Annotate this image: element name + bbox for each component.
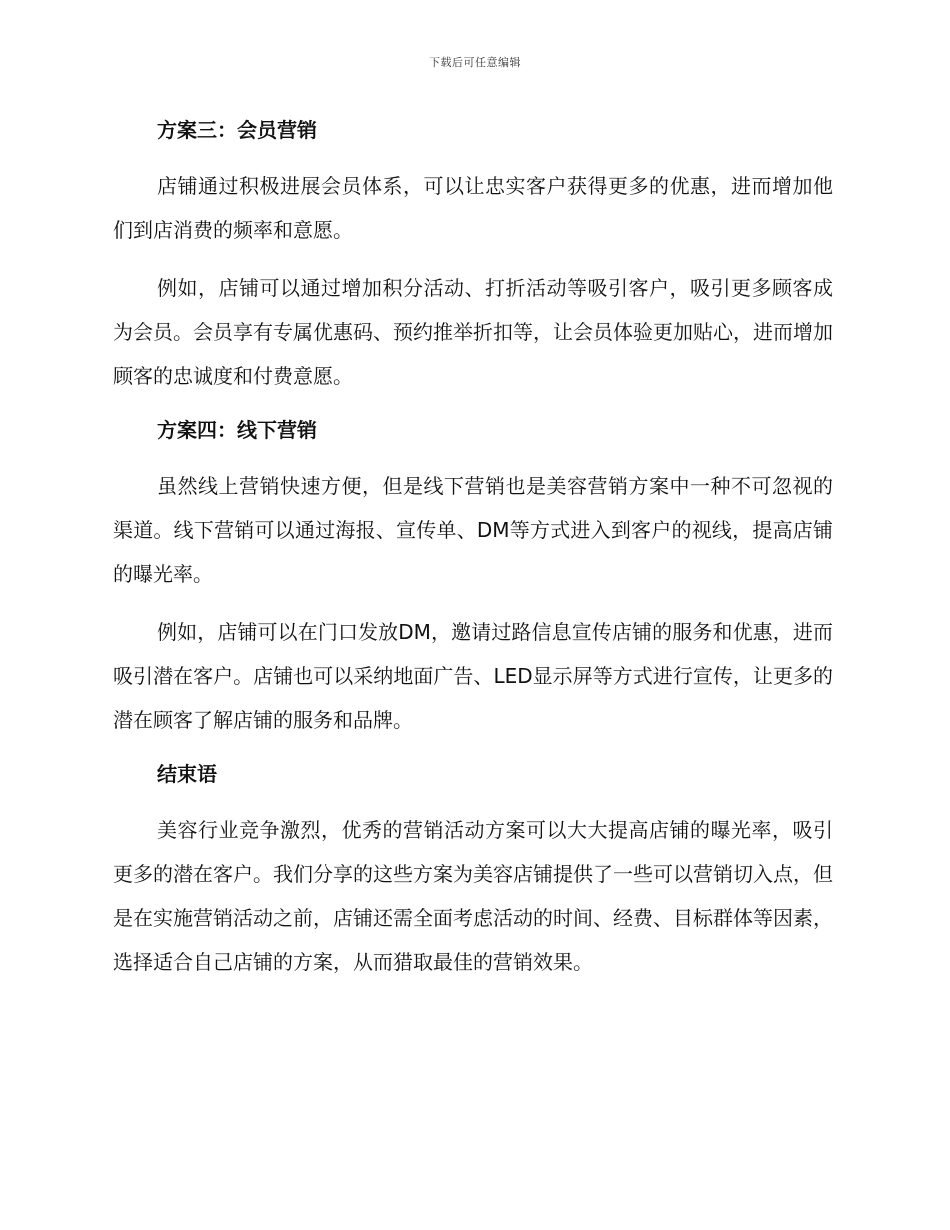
page-header-note: 下载后可任意编辑 xyxy=(429,56,521,69)
document-body xyxy=(113,112,833,984)
paragraph-offline-intro: 虽然线上营销快速方便，但是线下营销也是美容营销方案中一种不可忽视的渠道。线下营销可以通过海报、宣传单、DM等方式进入到客户的视线，提高店铺的曝光率。 xyxy=(113,474,833,586)
section-heading-offline: 方案四：线下营销 xyxy=(157,418,317,442)
paragraph-offline-example: 例如，店铺可以在门口发放DM，邀请过路信息宣传店铺的服务和优惠，进而吸引潜在客户。店铺也可以采纳地面广告、LED显示屏等方式进行宣传，让更多的潜在顾客了解店铺的服务和品牌。 xyxy=(113,620,833,732)
paragraph-membership-example: 例如，店铺可以通过增加积分活动、打折活动等吸引客户，吸引更多顾客成为会员。会员享有专属优惠码、预约推举折扣等，让会员体验更加贴心，进而增加顾客的忠诚度和付费意愿。 xyxy=(113,276,833,388)
paragraph-conclusion: 美容行业竞争激烈，优秀的营销活动方案可以大大提高店铺的曝光率，吸引更多的潜在客户。我们分享的这些方案为美容店铺提供了一些可以营销切入点，但是在实施营销活动之前，店铺还需全面考虑活动的时间、经费、目标群体等因素，选择适合自己店铺的方案，从而猎取最佳的营销效果。 xyxy=(113,818,833,974)
section-heading-membership: 方案三：会员营销 xyxy=(157,118,317,142)
paragraph-membership-intro: 店铺通过积极进展会员体系，可以让忠实客户获得更多的优惠，进而增加他们到店消费的频率和意愿。 xyxy=(113,174,833,242)
section-heading-conclusion: 结束语 xyxy=(157,762,217,786)
